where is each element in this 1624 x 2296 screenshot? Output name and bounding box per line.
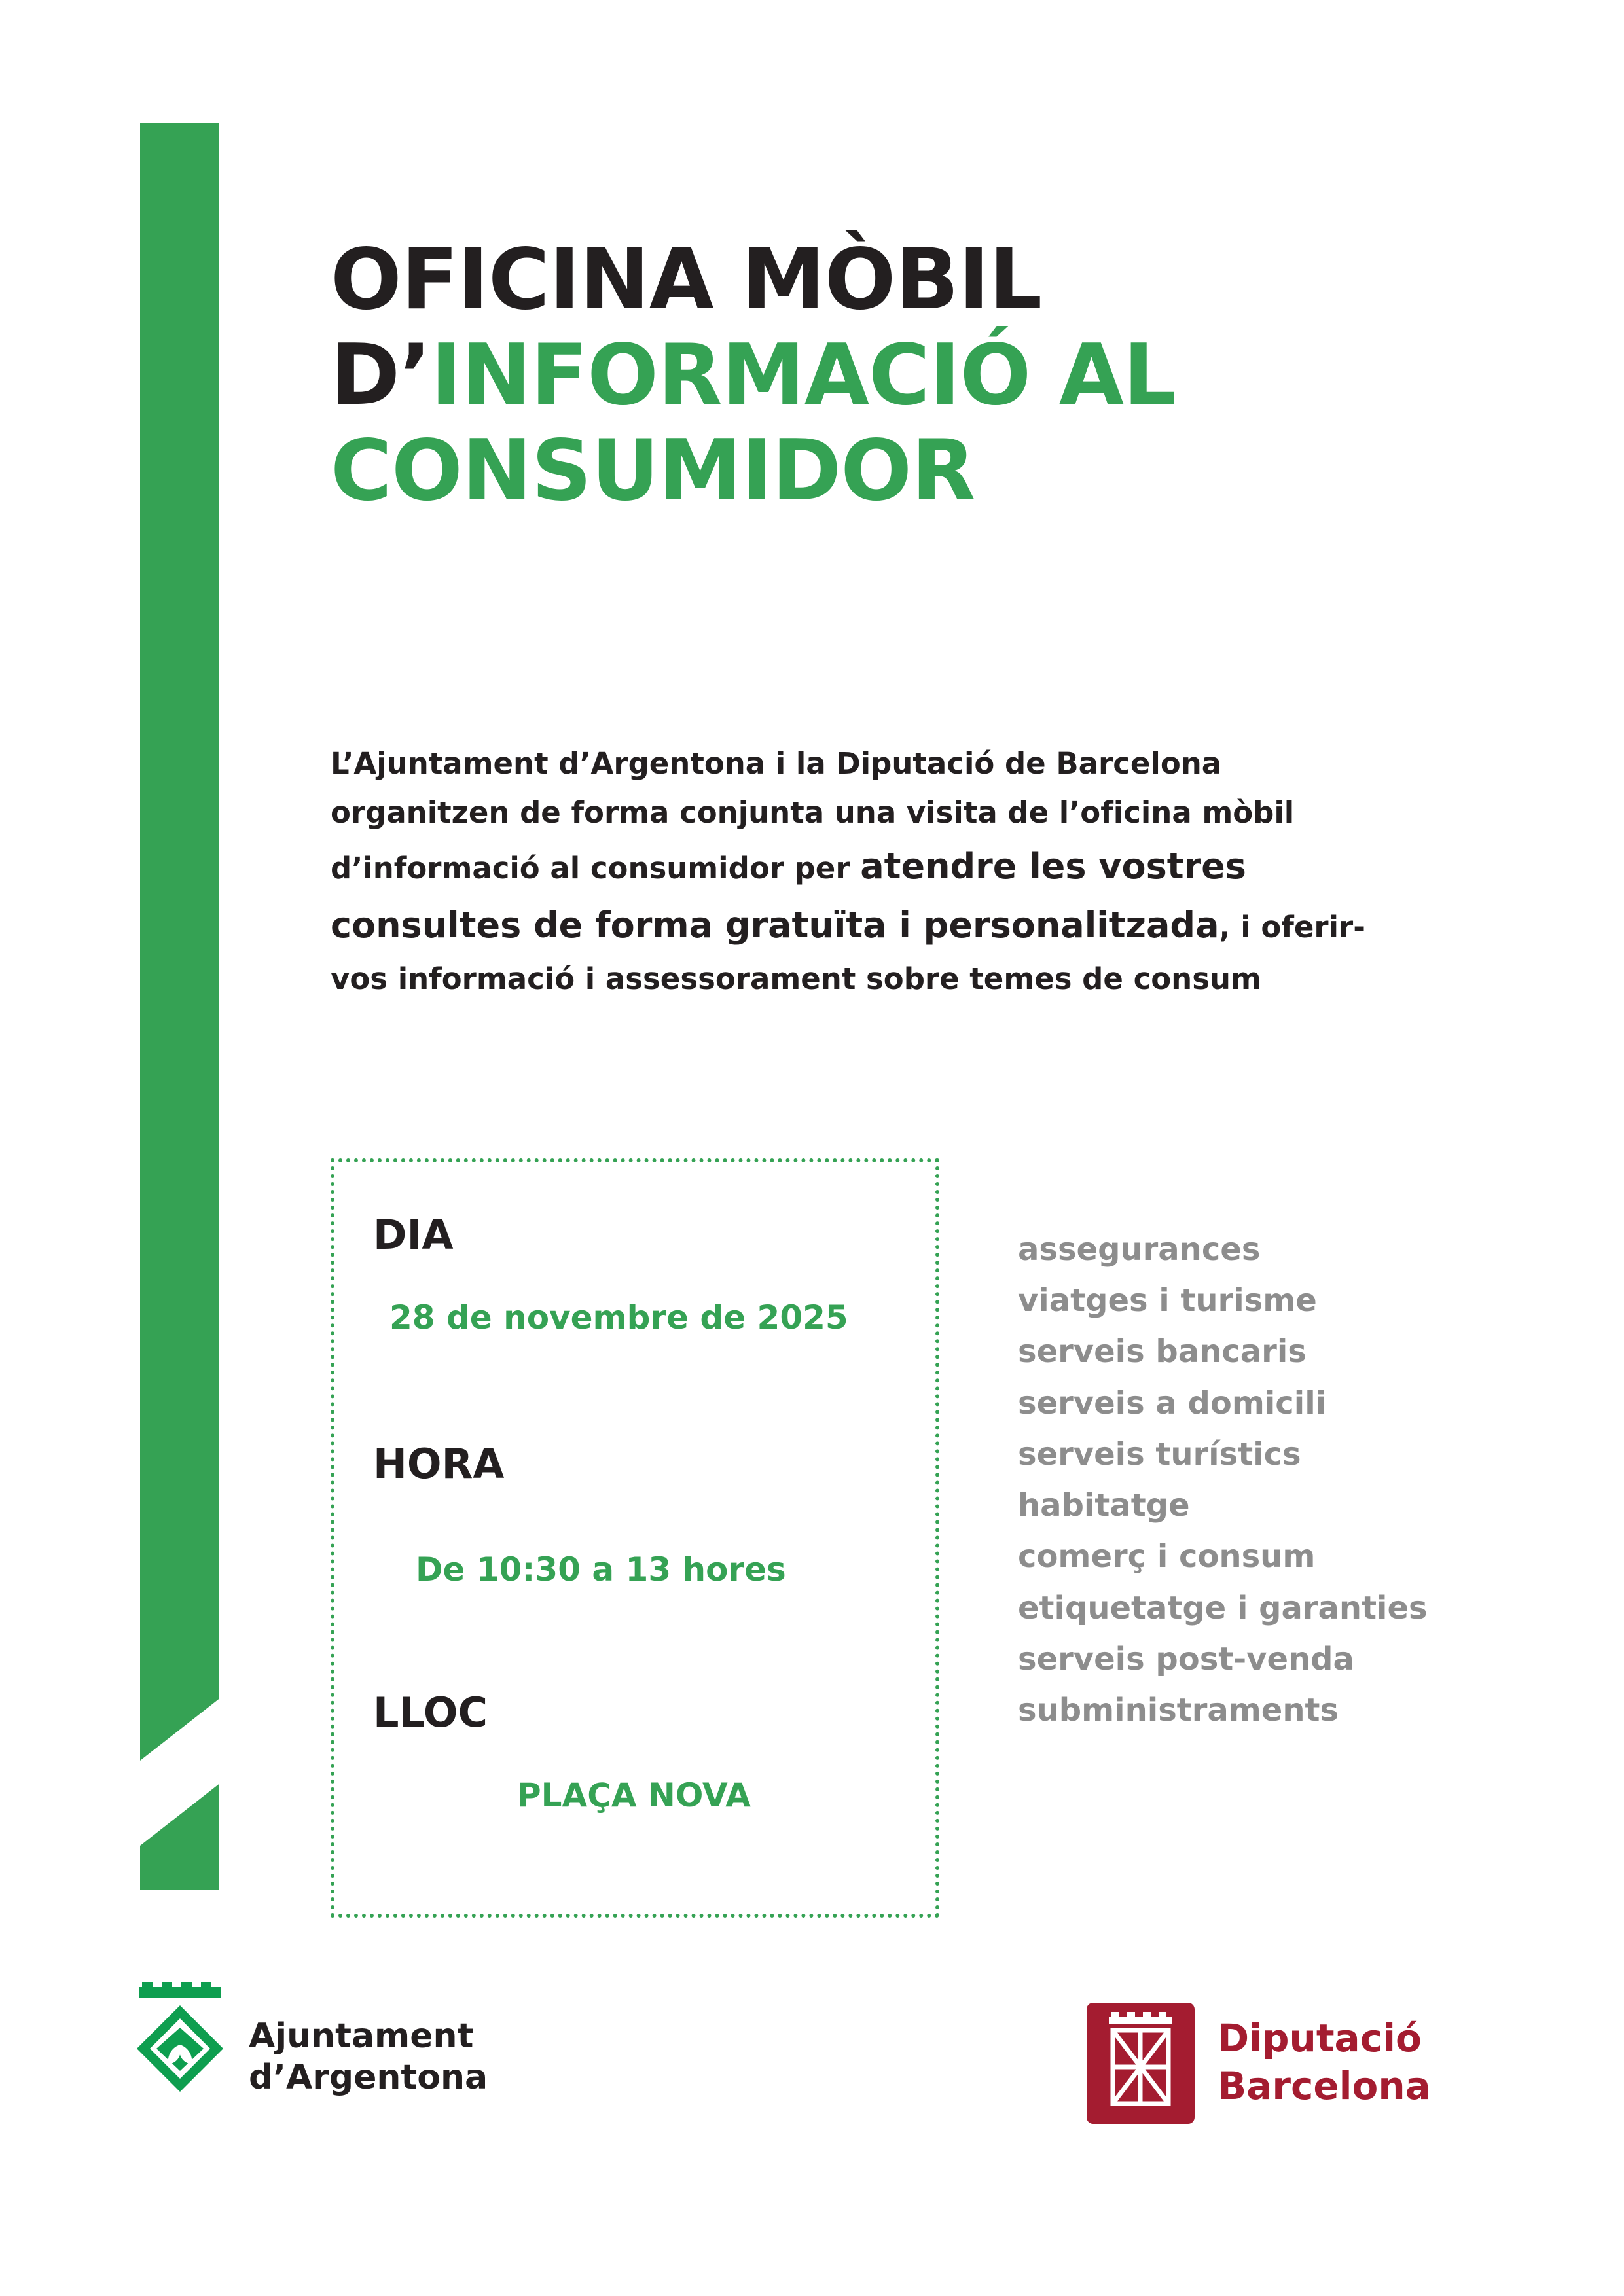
title-line-2	[331, 328, 1312, 423]
place-label: LLOC	[373, 1689, 488, 1736]
diputacio-crest-glyph	[1087, 2003, 1195, 2124]
day-value: 28 de novembre de 2025	[389, 1299, 848, 1336]
list-item: serveis a domicili	[1018, 1384, 1327, 1422]
title-line-2-black: D’	[331, 326, 431, 424]
ajuntament-logo	[128, 1970, 586, 2140]
intro-highlight: atendre les vostres consultes de forma gratuïta i personalitzada	[331, 846, 1246, 946]
poster-title	[331, 232, 1312, 519]
topics-list	[1018, 1224, 1542, 1736]
list-item: serveis post-venda	[1018, 1640, 1354, 1677]
ajuntament-line-2: d’Argentona	[249, 2058, 488, 2098]
ajuntament-line-1: Ajuntament	[249, 2017, 474, 2056]
ajuntament-wordmark	[249, 2016, 488, 2099]
diputacio-wordmark	[1218, 2015, 1431, 2109]
title-line-2-green: INFORMACIÓ AL	[430, 326, 1176, 424]
day-label: DIA	[373, 1211, 454, 1259]
ajuntament-crest-icon	[128, 1982, 232, 2119]
intro-paragraph	[331, 740, 1384, 1003]
intro-part-2: , i oferir-vos informació i assessorament sobre temes de consum	[331, 910, 1365, 996]
list-item: viatges i turisme	[1018, 1282, 1317, 1319]
list-item: comerç i consum	[1018, 1538, 1316, 1575]
list-item: etiquetatge i garanties	[1018, 1589, 1428, 1626]
left-green-bar	[140, 123, 219, 1890]
list-item: subministraments	[1018, 1692, 1339, 1729]
list-item: serveis turístics	[1018, 1435, 1301, 1473]
diputacio-crest-icon	[1087, 2003, 1195, 2124]
diputacio-line-1: Diputació	[1218, 2016, 1422, 2060]
list-item: assegurances	[1018, 1231, 1261, 1268]
title-line-1: OFICINA MÒBIL	[331, 231, 1042, 329]
title-line-3: CONSUMIDOR	[331, 422, 975, 520]
intro-part-1: L’Ajuntament d’Argentona i la Diputació de Barcelona organitzen de forma conjunta una visita de l’oficina mòbil d’informació al consumidor per	[331, 746, 1295, 886]
list-item: serveis bancaris	[1018, 1333, 1307, 1371]
list-item: habitatge	[1018, 1487, 1190, 1524]
diputacio-line-2: Barcelona	[1218, 2063, 1431, 2108]
place-value: PLAÇA NOVA	[517, 1776, 751, 1814]
time-label: HORA	[373, 1440, 505, 1488]
diputacio-logo	[1087, 2003, 1492, 2134]
time-value: De 10:30 a 13 hores	[416, 1551, 786, 1588]
